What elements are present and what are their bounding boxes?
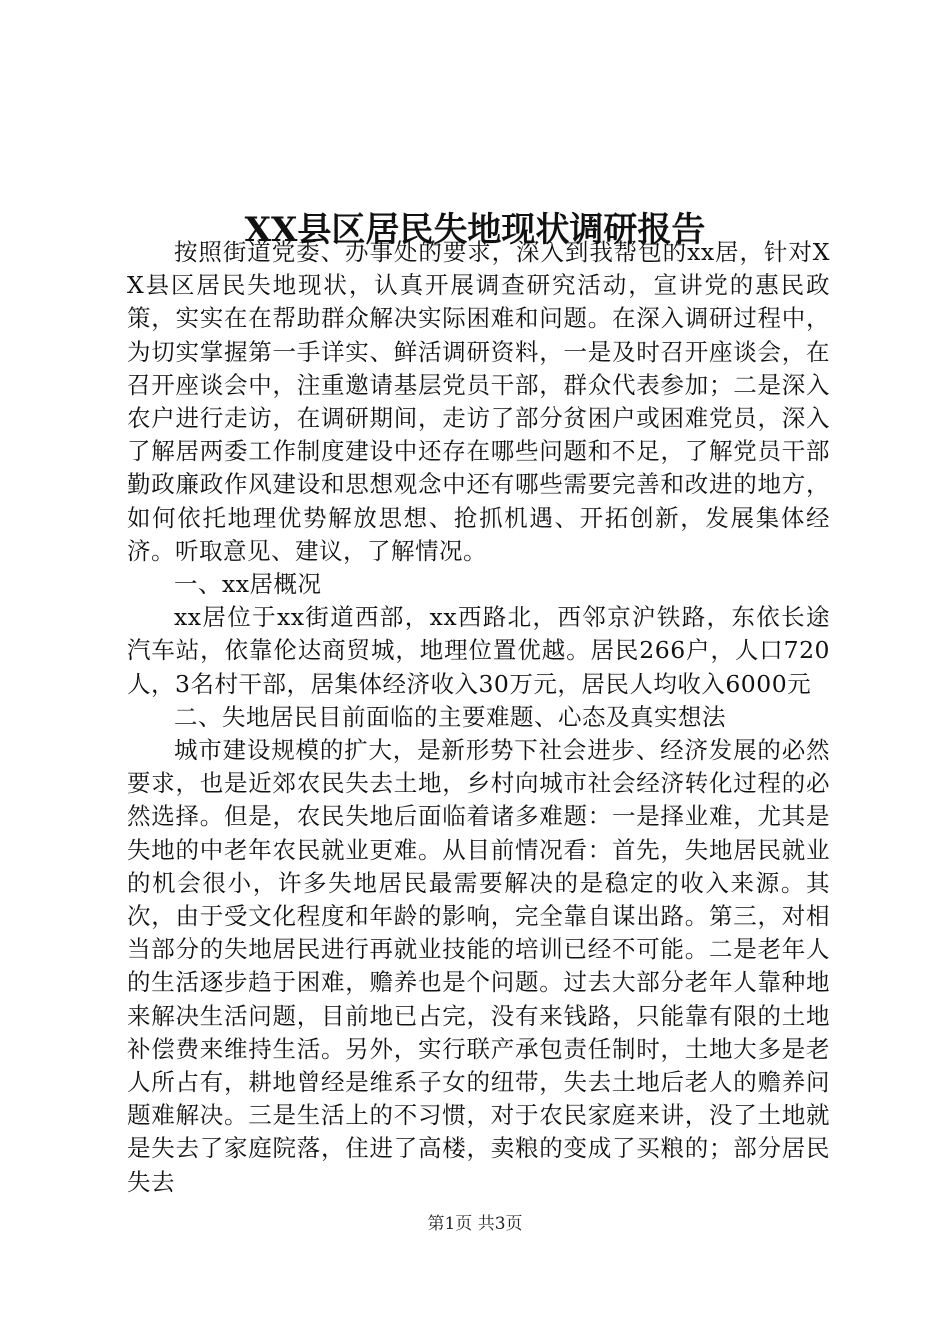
section-heading-overview: 一、xx居概况 — [174, 570, 322, 599]
overview-paragraph: xx居位于xx街道西部，xx西路北，西邻京沪铁路，东依长途汽车站，依靠伦达商贸城，地理位置优越。居民266户，人口720人，3名村干部，居集体经济收入30万元，居民人均收入6000元 — [127, 603, 830, 698]
difficulties-paragraph: 城市建设规模的扩大，是新形势下社会进步、经济发展的必然要求，也是近郊农民失去土地，乡村向城市社会经济转化过程的必然选择。但是，农民失地后面临着诸多难题：一是择业难，尤其是失地的中老年农民就业更难。从目前情况看：首先，失地居民就业的机会很小，许多失地居民最需要解决的是稳定的收入来源。其次，由于受文化程度和年龄的影响，完全靠自谋出路。第三，对相当部分的失地居民进行再就业技能的培训已经不可能。二是老年人的生活逐步趋于困难，赡养也是个问题。过去大部分老年人靠种地来解决生活问题，目前地已占完，没有来钱路，只能靠有限的土地补偿费来维持生活。另外，实行联产承包责任制时，土地大多是老人所占有，耕地曾经是维系子女的纽带，失去土地后老人的赡养问题难解决。三是生活上的不习惯，对于农民家庭来讲，没了土地就是失去了家庭院落，住进了高楼，卖粮的变成了买粮的；部分居民失去 — [127, 736, 830, 1196]
document-body — [127, 236, 830, 1199]
document-title: XX县区居民失地现状调研报告 — [244, 209, 706, 250]
page-number-footer: 第1页 共3页 — [427, 1214, 523, 1234]
section-heading-difficulties: 二、失地居民目前面临的主要难题、心态及真实想法 — [174, 702, 726, 731]
intro-paragraph: 按照街道党委、办事处的要求，深入到我帮包的xx居，针对XX县区居民失地现状，认真开展调查研究活动，宣讲党的惠民政策，实实在在帮助群众解决实际困难和问题。在深入调研过程中，为切实掌握第一手详实、鲜活调研资料，一是及时召开座谈会，在召开座谈会中，注重邀请基层党员干部，群众代表参加；二是深入农户进行走访，在调研期间，走访了部分贫困户或困难党员，深入了解居两委工作制度建设中还存在哪些问题和不足，了解党员干部勤政廉政作风建设和思想观念中还有哪些需要完善和改进的地方，如何依托地理优势解放思想、抢抓机遇、开拓创新，发展集体经济。听取意见、建议，了解情况。 — [127, 238, 830, 565]
